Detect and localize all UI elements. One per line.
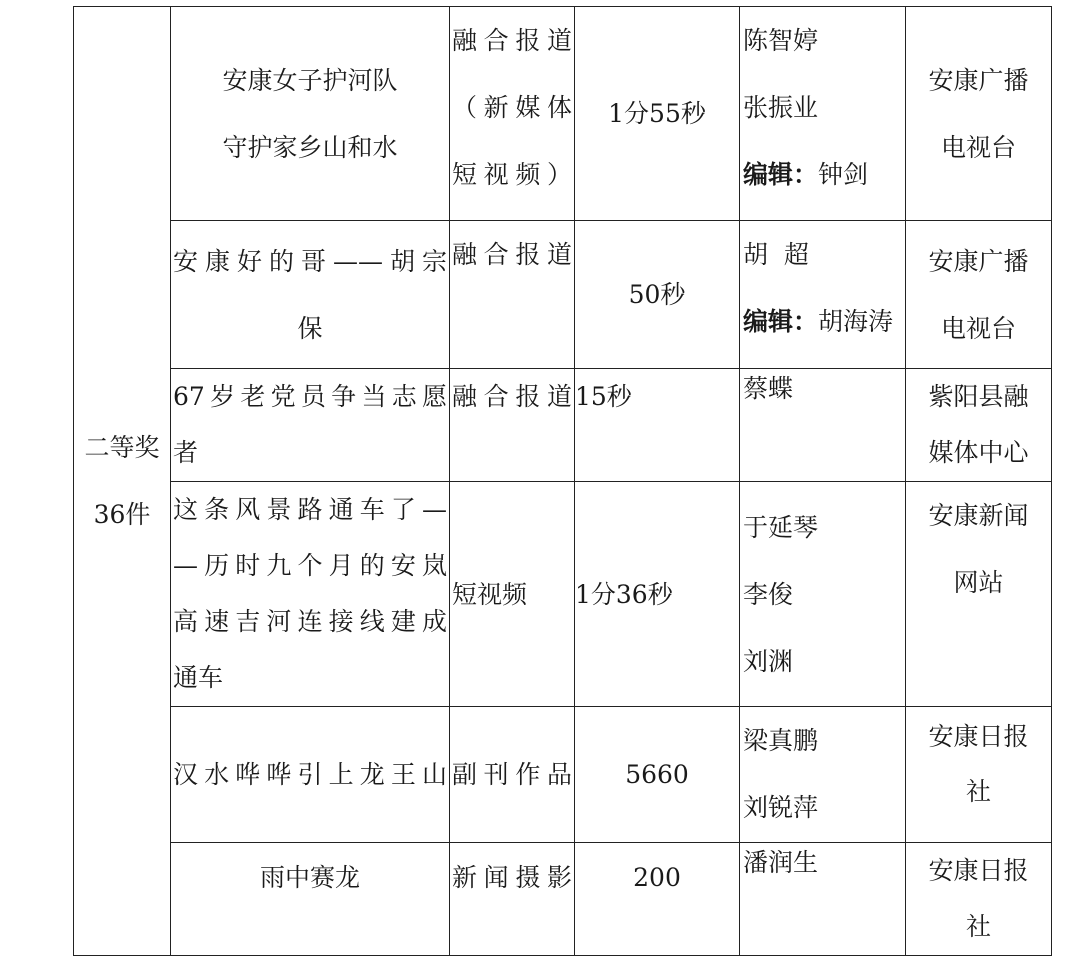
table-row bbox=[74, 7, 1052, 221]
work-title-cell bbox=[171, 482, 450, 707]
org-line: 网站 bbox=[953, 568, 1004, 597]
authors-cell bbox=[740, 369, 906, 482]
org-cell bbox=[906, 707, 1052, 843]
editor-line bbox=[743, 288, 905, 355]
length-cell bbox=[575, 221, 740, 369]
org-line: 社 bbox=[965, 912, 991, 941]
work-title-line: 雨中赛龙 bbox=[259, 863, 360, 892]
length-value: 1分55秒 bbox=[608, 99, 706, 128]
work-title-line: 汉水哗哗引上龙王山 bbox=[173, 760, 447, 789]
length-value: 5660 bbox=[625, 760, 689, 789]
org-cell bbox=[906, 7, 1052, 221]
length-value: 15秒 bbox=[575, 382, 632, 411]
genre-line: 融合报道 bbox=[452, 382, 572, 411]
length-value: 1分36秒 bbox=[575, 579, 673, 609]
table-row bbox=[74, 221, 1052, 369]
work-title-line: 安康好的哥——胡宗 bbox=[173, 246, 447, 276]
genre-line: 短视频 bbox=[452, 579, 528, 609]
org-line: 电视台 bbox=[940, 132, 1016, 162]
org-line: 安康广播 bbox=[928, 246, 1029, 276]
genre-cell bbox=[450, 707, 575, 843]
length-cell bbox=[575, 482, 740, 707]
length-value: 200 bbox=[633, 863, 681, 892]
authors-cell bbox=[740, 221, 906, 369]
author-name: 李俊 bbox=[743, 579, 794, 609]
org-line: 安康日报 bbox=[928, 856, 1029, 885]
genre-cell bbox=[450, 7, 575, 221]
genre-line: 副刊作品 bbox=[452, 760, 572, 789]
work-title-line: 守护家乡山和水 bbox=[222, 132, 398, 162]
editor-name: 钟剑 bbox=[818, 160, 869, 189]
work-title-line: 这条风景路通车了— bbox=[173, 495, 447, 524]
author-name: 张振业 bbox=[743, 93, 819, 122]
author-name: 蔡蝶 bbox=[743, 374, 794, 403]
authors-cell bbox=[740, 7, 906, 221]
genre-line: 融合报道 bbox=[452, 240, 572, 269]
authors-cell bbox=[740, 843, 906, 956]
work-title-cell bbox=[171, 843, 450, 956]
work-title-cell bbox=[171, 707, 450, 843]
genre-cell bbox=[450, 843, 575, 956]
genre-cell bbox=[450, 221, 575, 369]
length-cell bbox=[575, 843, 740, 956]
author-name: 潘润生 bbox=[743, 848, 819, 877]
genre-line: 短视频） bbox=[452, 160, 572, 189]
length-cell bbox=[575, 369, 740, 482]
work-title-line: 者 bbox=[173, 438, 199, 467]
author-name: 胡 超 bbox=[743, 240, 809, 269]
genre-line: 新闻摄影 bbox=[452, 863, 572, 892]
org-cell bbox=[906, 369, 1052, 482]
work-title-cell bbox=[171, 221, 450, 369]
editor-line bbox=[743, 141, 905, 208]
work-title-cell bbox=[171, 7, 450, 221]
org-line: 媒体中心 bbox=[928, 438, 1029, 467]
org-cell bbox=[906, 843, 1052, 956]
author-name: 刘渊 bbox=[743, 646, 794, 676]
length-cell bbox=[575, 707, 740, 843]
org-line: 社 bbox=[965, 777, 991, 806]
work-title-line: 67岁老党员争当志愿 bbox=[173, 382, 447, 411]
work-title-line: 高速吉河连接线建成 bbox=[173, 607, 447, 636]
table-row bbox=[74, 843, 1052, 956]
author-name: 梁真鹏 bbox=[743, 726, 819, 755]
award-tier-count: 36件 bbox=[93, 500, 151, 529]
award-table bbox=[73, 6, 1052, 956]
award-tier-cell bbox=[74, 7, 171, 956]
work-title-line: 安康女子护河队 bbox=[222, 65, 398, 95]
work-title-cell bbox=[171, 369, 450, 482]
authors-cell bbox=[740, 482, 906, 707]
genre-line: 融合报道 bbox=[452, 26, 572, 55]
work-title-line: —历时九个月的安岚 bbox=[173, 551, 447, 580]
work-title-line: 通车 bbox=[173, 663, 224, 692]
org-cell bbox=[906, 221, 1052, 369]
org-line: 安康新闻 bbox=[928, 501, 1029, 530]
author-name: 刘锐萍 bbox=[743, 793, 819, 822]
org-line: 安康广播 bbox=[928, 65, 1029, 95]
table-row bbox=[74, 482, 1052, 707]
length-cell bbox=[575, 7, 740, 221]
award-tier-name: 二等奖 bbox=[84, 433, 160, 462]
table-row bbox=[74, 707, 1052, 843]
table-row bbox=[74, 369, 1052, 482]
org-line: 电视台 bbox=[940, 313, 1016, 343]
author-name: 于延琴 bbox=[743, 512, 819, 542]
length-value: 50秒 bbox=[628, 280, 686, 309]
genre-line: （新媒体 bbox=[452, 93, 572, 122]
org-cell bbox=[906, 482, 1052, 707]
editor-label: 编辑： bbox=[743, 160, 819, 189]
work-title-line: 保 bbox=[297, 313, 323, 343]
genre-cell bbox=[450, 369, 575, 482]
editor-name: 胡海涛 bbox=[818, 307, 894, 336]
org-line: 紫阳县融 bbox=[928, 382, 1029, 411]
org-line: 安康日报 bbox=[928, 722, 1029, 751]
genre-cell bbox=[450, 482, 575, 707]
editor-label: 编辑： bbox=[743, 307, 819, 336]
author-name: 陈智婷 bbox=[743, 26, 819, 55]
authors-cell bbox=[740, 707, 906, 843]
